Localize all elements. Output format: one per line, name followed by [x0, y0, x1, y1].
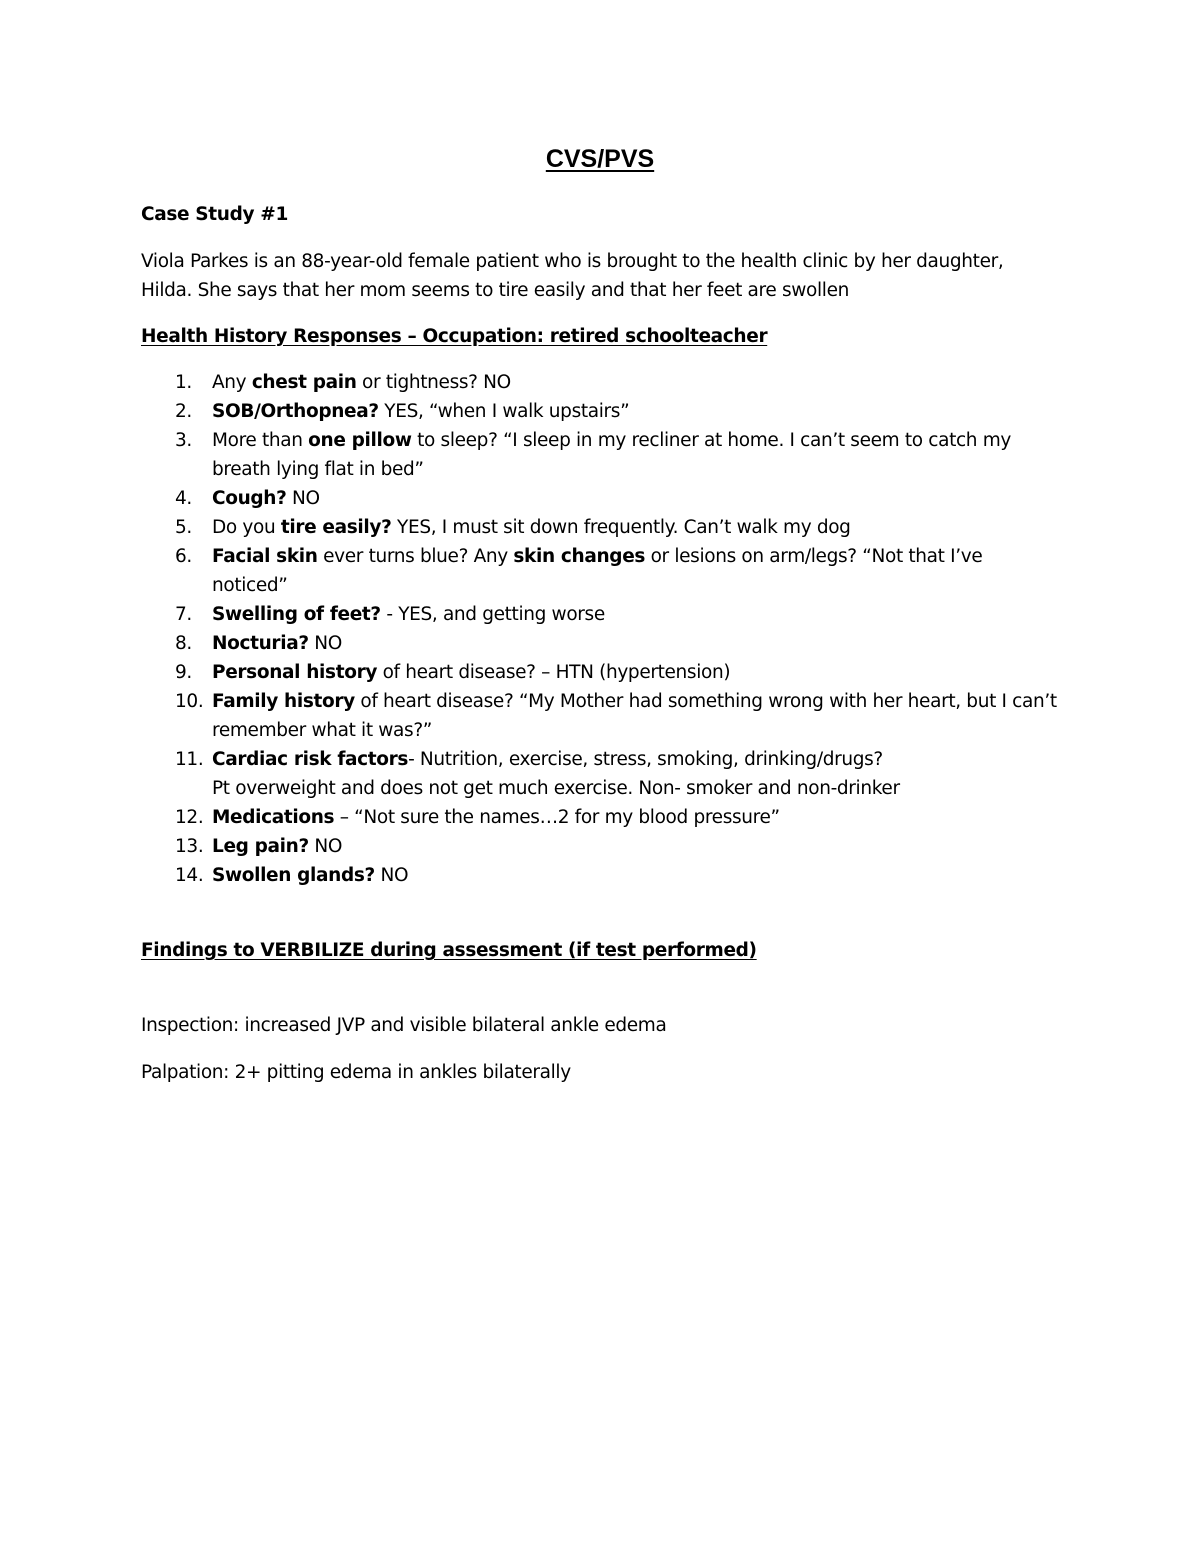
item-text: of heart disease? “My Mother had something wrong with her heart, but I can’t remember what it was?” [212, 691, 1057, 741]
list-item [141, 658, 1061, 687]
item-text: NO [308, 633, 342, 654]
item-bold-text: Facial skin [212, 546, 318, 567]
item-text: YES, “when I walk upstairs” [378, 401, 630, 422]
item-text: NO [286, 488, 320, 509]
list-item [141, 542, 1061, 600]
item-text: More than [212, 430, 309, 451]
item-number: 4. [175, 488, 192, 509]
item-text: NO [374, 865, 409, 886]
list-item [141, 629, 1061, 658]
intro-line-1: Viola Parkes is an 88-year-old female patient who is brought to the health clinic by her daughter, [141, 251, 1004, 272]
list-item [141, 832, 1061, 861]
case-intro-paragraph [141, 247, 1061, 305]
item-text: or lesions on arm/legs? “Not that I’ve noticed” [212, 546, 983, 596]
list-item [141, 368, 1061, 397]
item-text: or tightness? NO [356, 372, 511, 393]
item-number: 11. [175, 749, 204, 770]
palpation-finding: Palpation: 2+ pitting edema in ankles bilaterally [141, 1062, 571, 1083]
item-bold-text: Leg pain? [212, 836, 309, 857]
inspection-finding: Inspection: increased JVP and visible bilateral ankle edema [141, 1015, 667, 1036]
item-bold-text: Cough? [212, 488, 287, 509]
item-number: 13. [175, 836, 204, 857]
list-item [141, 484, 1061, 513]
item-bold-text: one pillow [308, 430, 412, 451]
item-number: 14. [175, 865, 204, 886]
item-bold-text: SOB/Orthopnea? [212, 401, 379, 422]
item-number: 3. [175, 430, 192, 451]
item-bold-text: Swelling of feet? [212, 604, 381, 625]
item-text: of heart disease? – HTN (hypertension) [377, 662, 731, 683]
item-number: 6. [175, 546, 192, 567]
item-text: to sleep? “I sleep in my recliner at home. I can’t seem to catch my breath lying flat in bed” [212, 430, 1011, 480]
item-text: – “Not sure the names…2 for my blood pressure” [334, 807, 780, 828]
document-body [141, 200, 1061, 1087]
health-history-list [141, 368, 1061, 890]
item-text: Do you [212, 517, 281, 538]
item-number: 8. [175, 633, 192, 654]
health-history-heading: Health History Responses – Occupation: retired schoolteacher [141, 326, 768, 347]
item-bold-text: Personal history [212, 662, 378, 683]
list-item [141, 513, 1061, 542]
item-bold-text: skin changes [513, 546, 646, 567]
item-text: ever turns blue? Any [317, 546, 514, 567]
item-number: 7. [175, 604, 192, 625]
list-item [141, 745, 1061, 803]
item-number: 5. [175, 517, 192, 538]
item-bold-text: chest pain [251, 372, 357, 393]
item-text-line-2: Pt overweight and does not get much exercise. Non- smoker and non-drinker [212, 778, 900, 799]
list-item [141, 803, 1061, 832]
document-title: CVS/PVS [545, 145, 655, 173]
item-bold-text: Medications [212, 807, 335, 828]
item-bold-text: tire easily? [280, 517, 392, 538]
list-item [141, 600, 1061, 629]
case-study-heading: Case Study #1 [141, 204, 288, 225]
item-text: - YES, and getting worse [380, 604, 605, 625]
item-bold-text: Nocturia? [212, 633, 309, 654]
item-number: 1. [175, 372, 192, 393]
item-text: - Nutrition, exercise, stress, smoking, drinking/drugs? [408, 749, 883, 770]
intro-line-2: Hilda. She says that her mom seems to tire easily and that her feet are swollen [141, 280, 849, 301]
list-item [141, 397, 1061, 426]
item-bold-text: Family history [212, 691, 355, 712]
item-number: 9. [175, 662, 192, 683]
item-bold-text: Swollen glands? [212, 865, 375, 886]
list-item [141, 687, 1061, 745]
list-item [141, 861, 1061, 890]
item-bold-text: Cardiac risk factors [212, 749, 409, 770]
item-number: 12. [175, 807, 204, 828]
item-number: 10. [175, 691, 204, 712]
findings-heading: Findings to VERBILIZE during assessment (if test performed) [141, 940, 757, 961]
item-text: Any [212, 372, 252, 393]
item-text: NO [308, 836, 343, 857]
item-text: YES, I must sit down frequently. Can’t walk my dog [391, 517, 851, 538]
item-number: 2. [175, 401, 192, 422]
list-item [141, 426, 1061, 484]
